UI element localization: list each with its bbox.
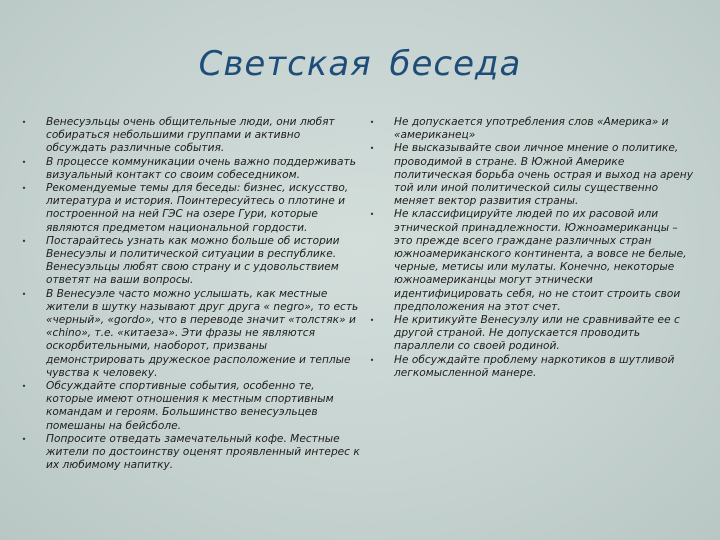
list-item (18, 288, 364, 380)
list-item (18, 116, 364, 156)
list-item-text: В Венесуэле часто можно услышать, как местные жители в шутку называют друг друга « negro», то есть «черный», «gordo», что в переводе значит «толстяк» и «chino», т.е. «китаеза». Эти фразы не являются оскорбительными, наоборот, призваны демонстрировать дружеское расположение и теплые чувства к человеку. (46, 287, 359, 379)
slide-title: Светская беседа (198, 44, 522, 84)
list-item-text: Попросите отведать замечательный кофе. Местные жители по достоинству оценят проявленный интерес к их любимому напитку. (46, 432, 360, 472)
list-item-text: Не обсуждайте проблему наркотиков в шутливой легкомысленной манере. (394, 353, 675, 379)
list-item-text: Не классифицируйте людей по их расовой или этнической принадлежности. Южноамериканцы – это прежде всего граждане различных стран южноамериканского континента, а вовсе не белые, черные, метисы или мулаты. Конечно, некоторые южноамериканцы могут этнически идентифицировать себя, но не стоит строить свои предположения на этот счет. (394, 208, 687, 313)
bullet-icon: • (21, 184, 27, 194)
list-item-text: Не высказывайте свои личное мнение о политике, проводимой в стране. В Южной Америке политическая борьба очень острая и выход на арену той или иной политической силы существенно меняет вектор развития страны. (394, 142, 693, 208)
list-item-text: Венесуэльцы очень общительные люди, они любят собираться небольшими группами и активно обсуждать различные события. (46, 116, 335, 155)
bullet-icon: • (21, 236, 27, 246)
bullet-icon: • (21, 434, 27, 444)
list-item (366, 142, 698, 208)
bullet-icon: • (21, 289, 27, 299)
bullet-icon: • (369, 144, 375, 154)
list-item (18, 182, 364, 235)
list-item (366, 116, 698, 142)
list-item (18, 235, 364, 288)
list-item (18, 156, 364, 182)
list-item-text: Постарайтесь узнать как можно больше об истории Венесуэлы и политической ситуации в республике. Венесуэльцы любят свою страну и с удовольствием ответят на ваши вопросы. (46, 234, 340, 287)
list-item-text: Не критикуйте Венесуэлу или не сравнивайте ее с другой страной. Не допускается проводить параллели со своей родиной. (394, 314, 680, 353)
bullet-icon: • (21, 118, 27, 127)
list-item-text: Не допускается употребления слов «Америка» и «американец» (394, 116, 669, 142)
bullet-icon: • (369, 316, 375, 326)
list-item-text: Рекомендуемые темы для беседы: бизнес, искусство, литература и история. Поинтересуйтесь о плотине и построенной на ней ГЭС на озере Гури, которые являются предметом национальной гордости. (46, 182, 349, 234)
bullet-icon: • (21, 157, 27, 167)
left-bullet-list (18, 116, 364, 472)
list-item-text: В процессе коммуникации очень важно поддерживать визуальный контакт со своим собеседником. (46, 155, 356, 181)
bullet-icon: • (369, 210, 375, 220)
list-item (366, 314, 698, 354)
bullet-icon: • (369, 355, 375, 365)
list-item (18, 433, 364, 473)
list-item (366, 208, 698, 314)
bullet-icon: • (369, 118, 375, 127)
right-bullet-list (366, 116, 698, 380)
bullet-icon: • (21, 382, 27, 392)
list-item (366, 354, 698, 380)
list-item-text: Обсуждайте спортивные события, особенно те, которые имеют отношения к местным спортивным командам и героям. Большинство венесуэльцев помешаны на бейсболе. (46, 380, 334, 432)
list-item (18, 380, 364, 433)
